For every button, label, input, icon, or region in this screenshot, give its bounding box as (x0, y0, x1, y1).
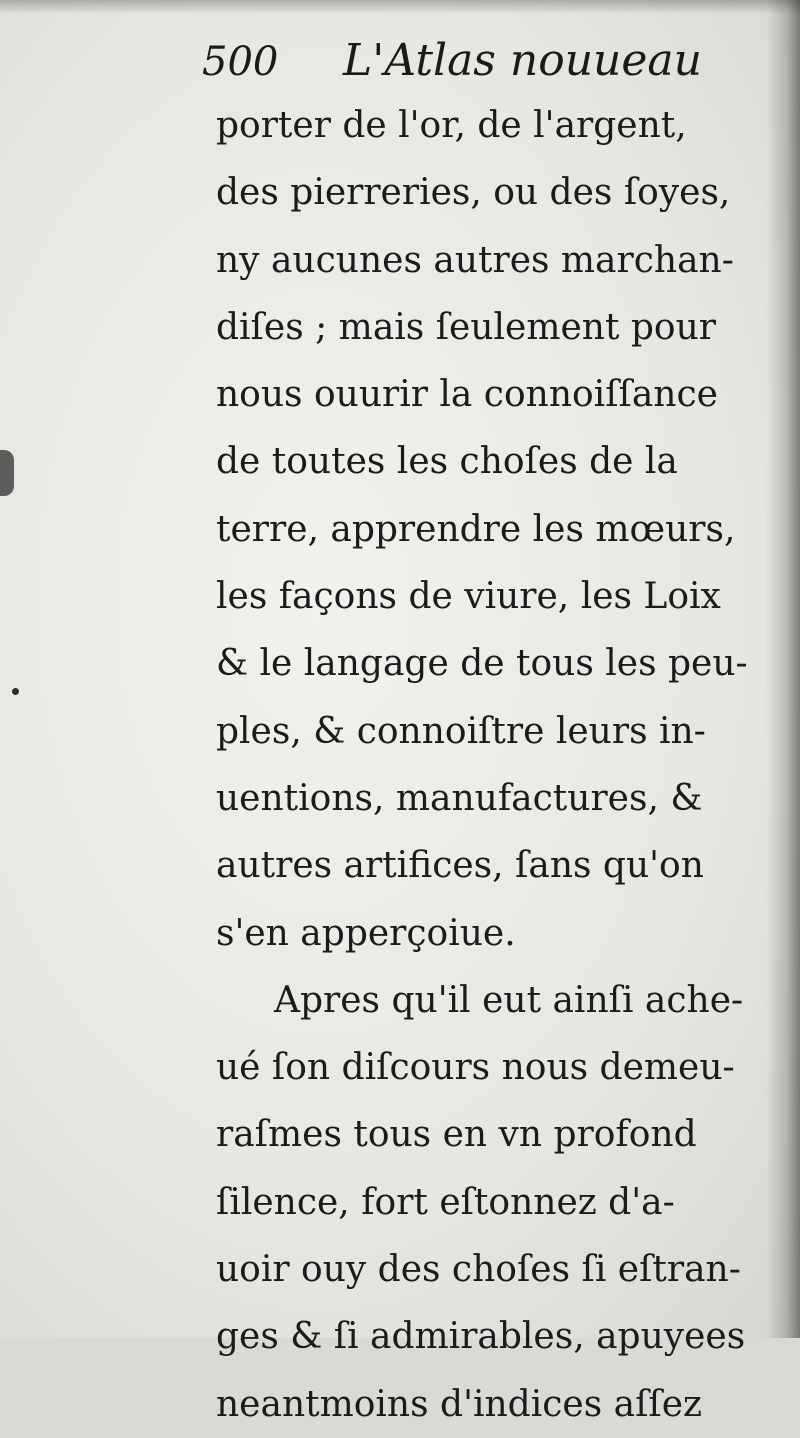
text-line: de toutes les choſes de la (216, 441, 678, 483)
page-number: 500 (202, 39, 279, 85)
text-line: neantmoins d'indices aſſez (216, 1383, 702, 1425)
text-line: les façons de viure, les Loix (216, 576, 721, 618)
text-line: nous ouurir la connoiſſance (216, 374, 718, 416)
text-line: uentions, manufactures, & (216, 777, 703, 819)
page-top-shadow (0, 0, 800, 14)
text-line: terre, apprendre les mœurs, (216, 508, 736, 550)
page-header (198, 32, 788, 92)
text-line: ny aucunes autres marchan- (216, 239, 734, 281)
paragraph-start-line: Apres qu'il eut ainſi ache- (274, 979, 744, 1021)
text-line: raſmes tous en vn profond (216, 1114, 697, 1156)
text-line: ſilence, fort eſtonnez d'a- (216, 1181, 675, 1223)
text-line: & le langage de tous les peu- (216, 643, 748, 685)
margin-ink-mark (0, 450, 14, 496)
text-line: ué ſon diſcours nous demeu- (216, 1047, 735, 1089)
text-line: diſes ; mais ſeulement pour (216, 306, 716, 348)
text-line: porter de l'or, de l'argent, (216, 105, 687, 146)
body-text (216, 92, 786, 1438)
running-title: L'Atlas nouueau (343, 35, 702, 86)
text-line: autres artifices, ſans qu'on (216, 845, 704, 887)
text-line: s'en apperçoiue. (216, 912, 516, 954)
text-line: uoir ouy des choſes ſi eſtran- (216, 1249, 741, 1291)
margin-ink-dot (12, 688, 19, 695)
text-line: des pierreries, ou des ſoyes, (216, 172, 731, 214)
text-line: ples, & connoiſtre leurs in- (216, 710, 706, 752)
text-line: ges & ſi admirables, apuyees (216, 1316, 746, 1358)
